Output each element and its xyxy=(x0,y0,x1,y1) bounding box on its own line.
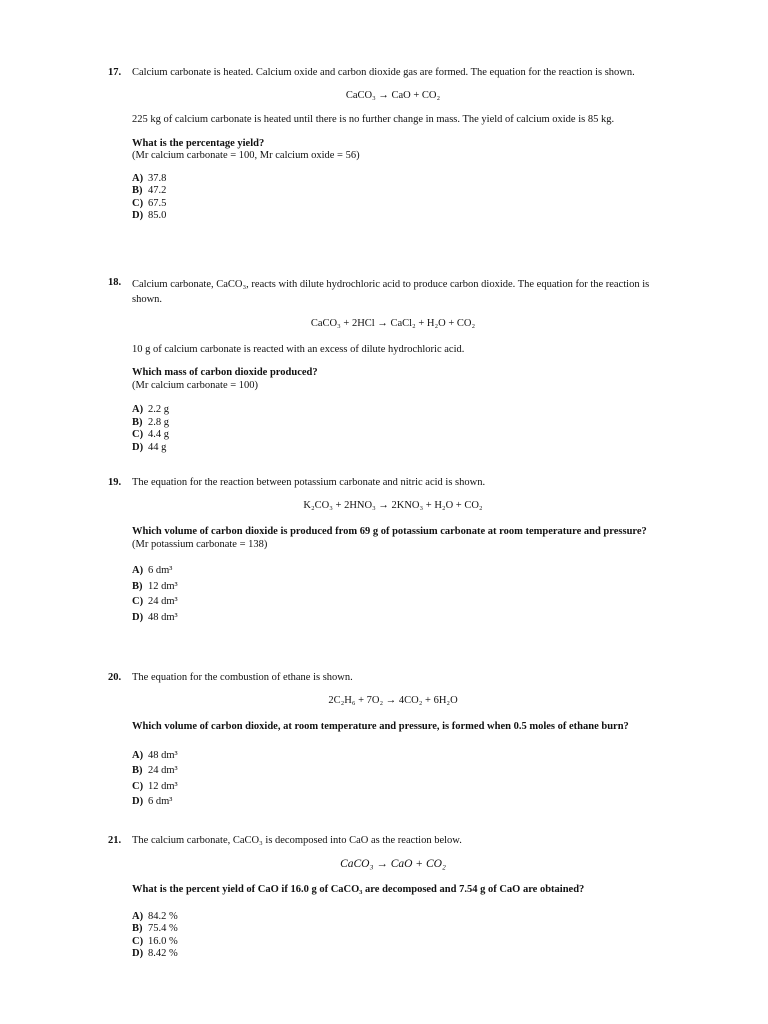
question-number: 20. xyxy=(108,672,122,683)
question-prompt: What is the percentage yield? xyxy=(132,137,265,149)
option-letter: A) xyxy=(132,749,144,761)
option-text: 84.2 % xyxy=(148,910,178,922)
option-a[interactable] xyxy=(132,911,654,924)
option-d[interactable] xyxy=(132,610,654,626)
option-text: 24 dm³ xyxy=(148,596,178,607)
molar-mass-data: (Mr calcium carbonate = 100, Mr calcium oxide = 56) xyxy=(132,150,360,161)
question-number: 21. xyxy=(108,835,122,846)
option-letter: D) xyxy=(132,796,144,807)
option-letter: B) xyxy=(132,580,143,592)
question-prompt: Which volume of carbon dioxide is produced from 69 g of potassium carbonate at room temperature and pressure? xyxy=(132,526,647,537)
option-text: 6 dm³ xyxy=(148,565,173,576)
option-letter: A) xyxy=(132,172,144,184)
question-number: 18. xyxy=(108,277,122,288)
option-letter: C) xyxy=(132,197,144,209)
option-a[interactable] xyxy=(132,563,654,579)
options-list xyxy=(132,404,654,454)
question-stem: Calcium carbonate, CaCO₃, reacts with dilute hydrochloric acid to produce carbon dioxide. The equation for the reaction is shown. xyxy=(132,279,650,305)
chemical-equation: K₂CO₃ + 2HNO₃ → 2KNO₃ + H₂O + CO₂ xyxy=(303,499,483,511)
option-letter: B) xyxy=(132,185,143,196)
option-c[interactable] xyxy=(132,936,654,949)
question-stem: The equation for the reaction between potassium carbonate and nitric acid is shown. xyxy=(132,477,486,488)
options-list xyxy=(132,173,654,223)
question-19 xyxy=(108,477,654,625)
option-letter: D) xyxy=(132,611,144,623)
option-text: 44 g xyxy=(148,441,167,453)
option-text: 48 dm³ xyxy=(148,749,178,761)
option-letter: D) xyxy=(132,441,144,453)
option-text: 4.4 g xyxy=(148,429,169,440)
option-text: 2.2 g xyxy=(148,404,169,415)
option-d[interactable] xyxy=(132,794,654,810)
option-a[interactable] xyxy=(132,748,654,764)
option-letter: D) xyxy=(132,948,144,959)
option-d[interactable] xyxy=(132,948,654,961)
option-text: 12 dm³ xyxy=(148,580,178,592)
option-letter: B) xyxy=(132,416,143,428)
question-prompt: Which mass of carbon dioxide produced? xyxy=(132,367,318,378)
option-letter: D) xyxy=(132,210,144,221)
option-a[interactable] xyxy=(132,404,654,417)
chemical-equation: CaCO₃ + 2HCl → CaCl₂ + H₂O + CO₂ xyxy=(310,318,476,329)
question-20 xyxy=(108,672,654,810)
question-number: 19. xyxy=(108,477,122,488)
option-b[interactable] xyxy=(132,923,654,936)
question-prompt: What is the percent yield of CaO if 16.0 g of CaCO₃ are decomposed and 7.54 g of CaO are obtained? xyxy=(132,884,585,895)
question-stem: The calcium carbonate, CaCO₃ is decomposed into CaO as the reaction below. xyxy=(132,835,462,846)
option-letter: A) xyxy=(132,404,144,415)
option-text: 24 dm³ xyxy=(148,765,178,776)
question-number: 17. xyxy=(108,67,122,78)
option-letter: C) xyxy=(132,780,144,792)
option-text: 67.5 xyxy=(148,197,167,209)
option-c[interactable] xyxy=(132,198,654,211)
option-text: 85.0 xyxy=(148,210,167,221)
question-17 xyxy=(108,67,654,223)
option-letter: C) xyxy=(132,596,144,607)
option-c[interactable] xyxy=(132,779,654,795)
option-text: 16.0 % xyxy=(148,935,178,947)
option-text: 12 dm³ xyxy=(148,780,178,792)
option-b[interactable] xyxy=(132,763,654,779)
option-text: 47.2 xyxy=(148,185,167,196)
option-letter: C) xyxy=(132,429,144,440)
option-text: 75.4 % xyxy=(148,923,178,934)
option-letter: B) xyxy=(132,765,143,776)
question-prompt: Which volume of carbon dioxide, at room temperature and pressure, is formed when 0.5 moles of ethane burn? xyxy=(132,721,629,732)
option-d[interactable] xyxy=(132,210,654,223)
option-text: 8.42 % xyxy=(148,948,178,959)
chemical-equation: CaCO₃ → CaO + CO₂ xyxy=(340,857,446,870)
option-c[interactable] xyxy=(132,429,654,442)
options-list xyxy=(132,911,654,961)
option-b[interactable] xyxy=(132,417,654,430)
option-text: 37.8 xyxy=(148,172,167,184)
question-stem: Calcium carbonate is heated. Calcium oxide and carbon dioxide gas are formed. The equation for the reaction is shown. xyxy=(132,67,635,78)
question-21 xyxy=(108,835,654,961)
question-18 xyxy=(108,277,654,454)
option-b[interactable] xyxy=(132,579,654,595)
question-stem: The equation for the combustion of ethane is shown. xyxy=(132,672,353,683)
option-text: 2.8 g xyxy=(148,416,169,428)
option-text: 6 dm³ xyxy=(148,796,173,807)
option-letter: C) xyxy=(132,935,144,947)
molar-mass-data: (Mr potassium carbonate = 138) xyxy=(132,538,268,550)
option-text: 48 dm³ xyxy=(148,611,178,623)
option-letter: A) xyxy=(132,565,144,576)
option-c[interactable] xyxy=(132,594,654,610)
option-d[interactable] xyxy=(132,442,654,455)
chemical-equation: CaCO₃ → CaO + CO₂ xyxy=(345,89,441,101)
option-b[interactable] xyxy=(132,185,654,198)
chemical-equation: 2C₂H₆ + 7O₂ → 4CO₂ + 6H₂O xyxy=(328,694,458,706)
given-info: 225 kg of calcium carbonate is heated until there is no further change in mass. The yield of calcium oxide is 85 kg. xyxy=(132,114,615,125)
option-a[interactable] xyxy=(132,173,654,186)
option-letter: B) xyxy=(132,923,143,934)
molar-mass-data: (Mr calcium carbonate = 100) xyxy=(132,379,259,391)
options-list xyxy=(132,748,654,810)
given-info: 10 g of calcium carbonate is reacted with an excess of dilute hydrochloric acid. xyxy=(132,343,465,355)
option-letter: A) xyxy=(132,910,144,922)
options-list xyxy=(132,563,654,625)
